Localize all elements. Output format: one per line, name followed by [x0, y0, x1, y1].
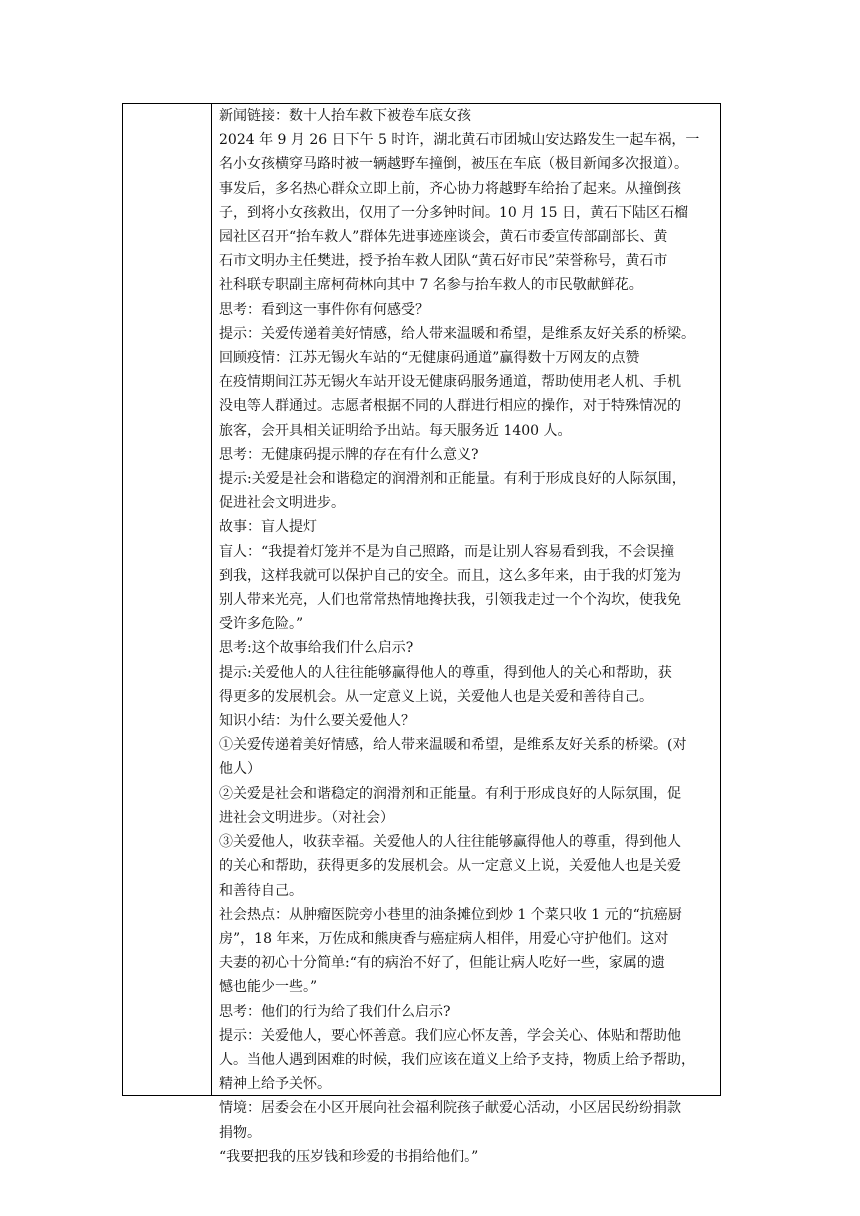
text-line: 回顾疫情：江苏无锡火车站的“无健康码通道”赢得数十万网友的点赞: [219, 350, 640, 367]
text-line: 人。当他人遇到困难的时候，我们应该在道义上给予支持，物质上给予帮助，: [219, 1051, 695, 1068]
text-line: 社会热点：从肿瘤医院旁小巷里的油条摊位到炒 1 个菜只收 1 元的“抗癌厨: [219, 906, 682, 923]
text-line: 思考：看到这一事件你有何感受？: [219, 301, 429, 318]
text-line: 故事：盲人提灯: [219, 519, 317, 536]
text-line: 精神上给予关怀。: [219, 1076, 331, 1093]
text-line: 没电等人群通过。志愿者根据不同的人群进行相应的操作，对于特殊情况的: [219, 398, 681, 415]
text-line: 促进社会文明进步。: [219, 495, 345, 512]
text-line: 旅客，会开具相关证明给予出站。每天服务近 1400 人。: [219, 422, 572, 439]
text-line: 提示：关爱他人，要心怀善意。我们应心怀友善，学会关心、体贴和帮助他: [219, 1027, 681, 1044]
text-line: 园社区召开“抬车救人”群体先进事迹座谈会，黄石市委宣传部副部长、黄: [219, 229, 668, 246]
text-line: 和善待自己。: [219, 882, 303, 899]
text-line: ①关爱传递着美好情感，给人带来温暖和希望，是维系友好关系的桥梁。(对: [219, 737, 687, 754]
content-cell: [219, 104, 717, 1169]
text-line: 思考:这个故事给我们什么启示?: [219, 640, 414, 657]
text-line: 思考：无健康码提示牌的存在有什么意义?: [219, 446, 479, 463]
text-line: 石市文明办主任樊进，授予抬车救人团队“黄石好市民”荣誉称号，黄石市: [219, 253, 668, 270]
text-line: 事发后，多名热心群众立即上前，齐心协力将越野车给抬了起来。从撞倒孩: [219, 180, 681, 197]
text-line: 提示:关爱他人的人往往能够赢得他人的尊重，得到他人的关心和帮助，获: [219, 664, 672, 681]
text-line: 受许多危险。”: [219, 616, 304, 633]
text-line: ②关爱是社会和谐稳定的润滑剂和正能量。有利于形成良好的人际氛围，促: [219, 785, 681, 802]
text-line: 2024 年 9 月 26 日下午 5 时许，湖北黄石市团城山安达路发生一起车祸，一: [219, 132, 700, 149]
text-line: 别人带来光亮，人们也常常热情地搀扶我，引领我走过一个个沟坎，使我免: [219, 592, 681, 609]
text-line: 夫妻的初心十分简单:“有的病治不好了，但能让病人吃好一些，家属的遗: [219, 955, 665, 972]
text-line: 社科联专职副主席柯荷林向其中 7 名参与抬车救人的市民敬献鲜花。: [219, 277, 643, 294]
text-line: 思考：他们的行为给了我们什么启示?: [219, 1003, 451, 1020]
text-line: 子，到将小女孩救出，仅用了一分多钟时间。10 月 15 日，黄石下陆区石榴: [219, 204, 688, 221]
left-column-cell: [123, 104, 211, 1095]
text-line: 他人）: [219, 761, 261, 778]
text-line: 房”，18 年来，万佐成和熊庚香与癌症病人相伴，用爱心守护他们。这对: [219, 930, 669, 947]
text-line: “我要把我的压岁钱和珍爱的书捐给他们。”: [219, 1148, 479, 1165]
text-line: 新闻链接：数十人抬车救下被卷车底女孩: [219, 108, 471, 124]
lesson-table: [122, 103, 721, 1165]
text-line: 名小女孩横穿马路时被一辆越野车撞倒，被压在车底（极目新闻多次报道）。: [219, 156, 688, 173]
text-line: 提示:关爱是社会和谐稳定的润滑剂和正能量。有利于形成良好的人际氛围，: [219, 471, 686, 488]
text-line: 进社会文明进步。（对社会）: [219, 809, 394, 826]
column-divider: [211, 104, 212, 1095]
text-line: 捐物。: [219, 1124, 261, 1141]
text-line: 憾也能少一些。”: [219, 979, 318, 996]
text-line: ③关爱他人，收获幸福。关爱他人的人往往能够赢得他人的尊重，得到他人: [219, 834, 681, 851]
text-line: 到我，这样我就可以保护自己的安全。而且，这么多年来，由于我的灯笼为: [219, 567, 681, 584]
text-line: 情境：居委会在小区开展向社会福利院孩子献爱心活动，小区居民纷纷捐款: [219, 1100, 681, 1117]
text-line: 的关心和帮助，获得更多的发展机会。从一定意义上说，关爱他人也是关爱: [219, 858, 681, 875]
text-line: 提示：关爱传递着美好情感，给人带来温暖和希望，是维系友好关系的桥梁。: [219, 325, 695, 342]
text-line: 在疫情期间江苏无锡火车站开设无健康码服务通道，帮助使用老人机、手机: [219, 374, 681, 391]
text-line: 知识小结：为什么要关爱他人？: [219, 713, 415, 730]
text-line: 盲人：“我提着灯笼并不是为自己照路，而是让别人容易看到我，不会误撞: [219, 543, 675, 560]
text-line: 得更多的发展机会。从一定意义上说，关爱他人也是关爱和善待自己。: [219, 688, 653, 705]
